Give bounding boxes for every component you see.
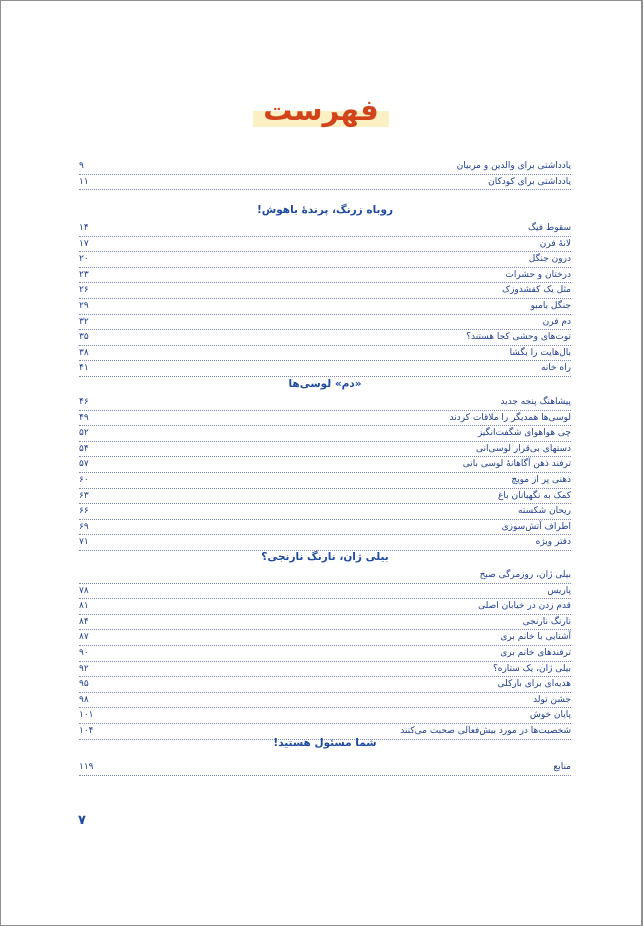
toc-entry-page: ۷۸: [79, 584, 91, 599]
toc-entry-label: چی هوا‌هوای شگفت‌انگیز: [476, 426, 571, 441]
toc-entry-page: ۷۱: [79, 535, 91, 550]
toc-entry-label: دم فرن: [541, 315, 571, 330]
toc-entry-label: پاریس: [545, 584, 571, 599]
toc-entry-label: مثل یک کفشدوزک: [500, 283, 571, 298]
toc-entry-label: نارنگ نارنجی: [521, 615, 571, 630]
toc-entry[interactable]: [79, 442, 571, 458]
toc-entry-label: منابع: [551, 760, 571, 775]
toc-entry[interactable]: [79, 708, 571, 724]
section-heading: روباه زرنگ، پرندهٔ باهوش!: [256, 204, 394, 216]
toc-entry[interactable]: [79, 268, 571, 284]
title-block: [1, 93, 641, 127]
section-2: [79, 373, 571, 551]
toc-entry-label: جنگل بامبو: [529, 299, 571, 314]
toc-entry[interactable]: [79, 237, 571, 253]
toc-entry-page: ۸۷: [79, 630, 91, 645]
toc-entry-label: ذهنی پر از مویچ: [509, 473, 571, 488]
toc-entry-page: ۵۷: [79, 457, 91, 472]
section-3: [79, 546, 571, 740]
toc-entry-page: ۹۰: [79, 646, 91, 661]
toc-entry-label: اطراف آتش‌سوزی: [500, 520, 571, 535]
section-heading: شما مسئول هستید!: [273, 737, 377, 749]
toc-entry[interactable]: [79, 520, 571, 536]
toc-entry-label: توت‌های وحشی کجا هستند؟: [464, 330, 571, 345]
toc-entry-page: ۳۸: [79, 346, 91, 361]
toc-entry[interactable]: [79, 662, 571, 678]
toc-entry-label: شخصیت‌ها در مورد بیش‌فعالی صحبت می‌کنند: [398, 724, 571, 739]
toc-entry-page: ۸۱: [79, 599, 91, 614]
toc-entry-page: ۲۹: [79, 299, 91, 314]
toc-entry-page: ۹۲: [79, 662, 91, 677]
toc-entry[interactable]: [79, 693, 571, 709]
toc-entry-page: ۹: [79, 159, 86, 174]
toc-entry[interactable]: [79, 346, 571, 362]
toc-entry-page: ۵۴: [79, 442, 91, 457]
toc-entry[interactable]: [79, 426, 571, 442]
toc-entry-label: دستهای بی‌قرار لوسی‌انی: [474, 442, 571, 457]
toc-entry-page: ۶۹: [79, 520, 91, 535]
toc-entry-page: ۱۱۹: [79, 760, 96, 775]
toc-entry[interactable]: [79, 504, 571, 520]
toc-entry-page: ۹۸: [79, 693, 91, 708]
page-title-text: فهرست: [263, 93, 379, 127]
toc-entry-page: ۳۵: [79, 330, 91, 345]
toc-entry-page: ۶۶: [79, 504, 91, 519]
toc-entry-label: ترفندهای خانم بری: [498, 646, 571, 661]
toc-entry[interactable]: [79, 299, 571, 315]
toc-entry-page: ۵۲: [79, 426, 91, 441]
toc-entry[interactable]: [79, 395, 571, 411]
toc-entry[interactable]: [79, 283, 571, 299]
section-heading: بیلی ژان، نارنگ نارنجی؟: [261, 551, 389, 563]
toc-entry[interactable]: [79, 599, 571, 615]
toc-entry-page: ۴۱: [79, 361, 91, 376]
toc-entry[interactable]: [79, 473, 571, 489]
toc-entry[interactable]: [79, 489, 571, 505]
toc-entry[interactable]: [79, 159, 571, 175]
toc-entry-label: راه خانه: [539, 361, 571, 376]
toc-entry-label: قدم زدن در خیابان اصلی: [476, 599, 571, 614]
toc-entry-label: درختان و حشرات: [503, 268, 571, 283]
toc-entry-page: ۶۳: [79, 489, 91, 504]
toc-entry-label: پایان خوش: [528, 708, 571, 723]
toc-entry-label: بیلی ژان، روزمرگی صبح: [478, 568, 571, 583]
toc-entry[interactable]: [79, 175, 571, 191]
toc-entry-label: ریحان شکسته: [516, 504, 571, 519]
toc-entry[interactable]: [79, 646, 571, 662]
toc-entry-page: ۲۳: [79, 268, 91, 283]
toc-entry-label: جشن تولد: [531, 693, 571, 708]
toc-entry-page: ۶۰: [79, 473, 91, 488]
toc-entry-page: ۲۰: [79, 252, 91, 267]
toc-entry-page: ۸۴: [79, 615, 91, 630]
toc-entry[interactable]: [79, 411, 571, 427]
intro-list: [79, 159, 571, 190]
toc-entry-label: درون جنگل: [527, 252, 571, 267]
toc-entry[interactable]: [79, 252, 571, 268]
toc-entry[interactable]: [79, 584, 571, 600]
toc-entry-label: هدیه‌ای برای بارکلی: [496, 677, 571, 692]
page-title: [257, 93, 384, 127]
toc-entry-page: ۱۰۱: [79, 708, 96, 723]
toc-entry-page: ۱۱: [79, 175, 91, 190]
toc-entry-label: یادداشتی برای کودکان: [486, 175, 571, 190]
toc-entry[interactable]: [79, 457, 571, 473]
toc-entry-label: لانهٔ فرن: [538, 237, 571, 252]
toc-entry-page: ۳۲: [79, 315, 91, 330]
toc-entry-label: لوسی‌ها همدیگر را ملاقات کردند: [447, 411, 571, 426]
toc-entry[interactable]: [79, 221, 571, 237]
toc-entry-label: کمک به نگهبانان باغ: [496, 489, 571, 504]
toc-entry-page: ۹۵: [79, 677, 91, 692]
toc-entry-page: ۴۶: [79, 395, 91, 410]
toc-entry[interactable]: [79, 330, 571, 346]
toc-entry-label: ترفند ذهن آگاهانهٔ لوسی بانی: [461, 457, 571, 472]
toc-entry-label: بال‌هایت را بگشا: [508, 346, 571, 361]
toc-entry[interactable]: [79, 615, 571, 631]
section-1: [79, 199, 571, 377]
toc-entry-page: ۱۴: [79, 221, 91, 236]
toc-entry-page: ۲۶: [79, 283, 91, 298]
toc-entry[interactable]: [79, 677, 571, 693]
document-page: [1, 1, 641, 925]
toc-entry[interactable]: [79, 760, 571, 776]
toc-entry[interactable]: [79, 630, 571, 646]
toc-entry-page: ۱۰۴: [79, 724, 96, 739]
toc-entry[interactable]: [79, 315, 571, 331]
section-heading: «دم» لوسی‌ها: [288, 378, 362, 390]
toc-entry-label: یادداشتی برای والدین و مربیان: [455, 159, 571, 174]
toc-entry-label: بیلی ژان، یک ستاره؟: [491, 662, 571, 677]
toc-entry-label: سقوط فیگ: [526, 221, 571, 236]
toc-entry-page: ۱۷: [79, 237, 91, 252]
section-4: [79, 732, 571, 776]
toc-entry-page: ۴۹: [79, 411, 91, 426]
toc-entry-label: آشنایی با خانم بری: [498, 630, 571, 645]
toc-entry[interactable]: [79, 568, 571, 584]
toc-entry-label: دفتر ویژه: [534, 535, 571, 550]
toc-entry-label: پیشاهنگ پنجه جدید: [498, 395, 571, 410]
page-number: ۷: [78, 813, 86, 828]
